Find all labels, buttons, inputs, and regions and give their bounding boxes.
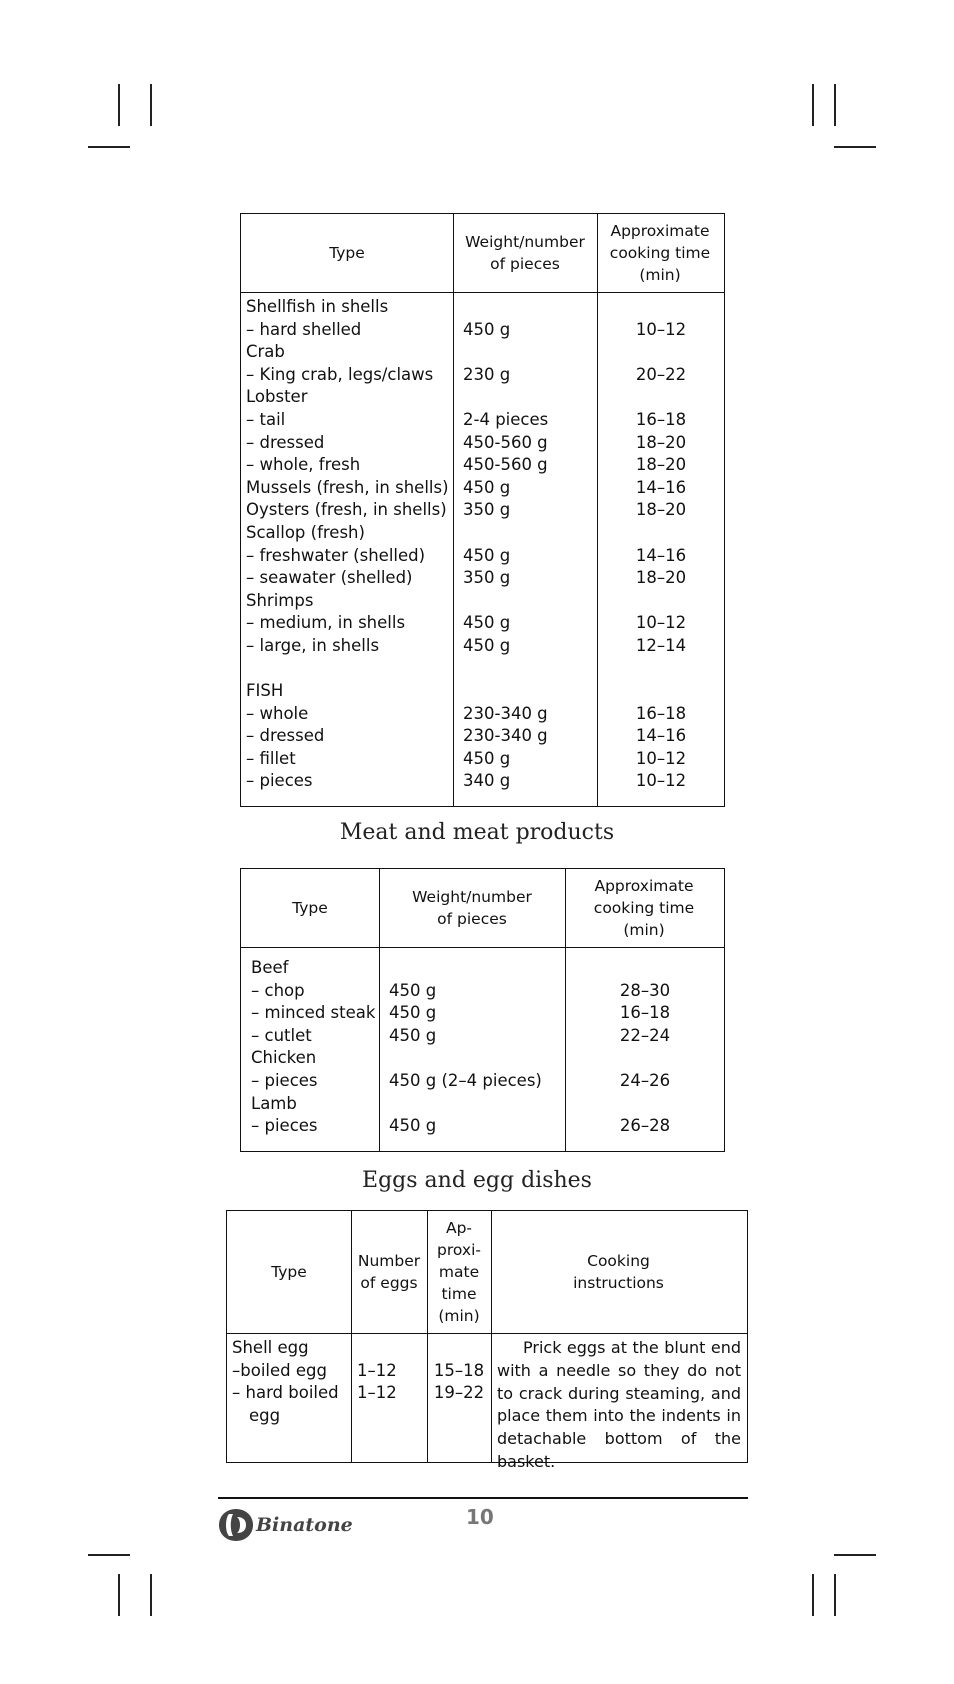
footer-rule xyxy=(218,1497,748,1499)
table-cell xyxy=(463,680,593,703)
table-cell: – whole xyxy=(246,703,309,723)
egg-time-line xyxy=(429,1337,489,1360)
egg-time-line: 15–18 xyxy=(433,1360,485,1380)
table-cell xyxy=(567,957,723,980)
table-cell: – whole, fresh xyxy=(246,455,361,475)
crop-mark xyxy=(88,1554,130,1556)
logo-mark-icon xyxy=(218,1508,254,1542)
section-title-eggs: Eggs and egg dishes xyxy=(362,1168,592,1193)
table-cell: 16–18 xyxy=(619,1003,671,1023)
table-cell: – medium, in shells xyxy=(246,613,406,633)
type-column xyxy=(246,296,451,793)
table-cell: – fillet xyxy=(246,748,296,768)
table-cell xyxy=(246,658,451,681)
time-column xyxy=(567,957,723,1138)
crop-mark xyxy=(812,1574,814,1616)
egg-time-column xyxy=(429,1337,489,1405)
crop-mark xyxy=(834,146,876,148)
crop-mark xyxy=(812,84,814,126)
table-cell xyxy=(463,658,593,681)
column-divider xyxy=(351,1211,352,1462)
table-cell: 450 g xyxy=(463,545,511,565)
header-time: Approximate cooking time (min) xyxy=(609,222,711,284)
crop-mark xyxy=(88,146,130,148)
table-cell xyxy=(463,296,593,319)
table-cell: Shellfish in shells xyxy=(246,297,389,316)
crop-mark xyxy=(834,1574,836,1616)
table-cell: – cutlet xyxy=(251,1025,312,1045)
table-cell: – dressed xyxy=(246,726,325,746)
table-cell: 18–20 xyxy=(635,568,687,588)
table-cell: 14–16 xyxy=(635,726,687,746)
table-cell: 450 g xyxy=(389,980,437,1000)
table-cell: 450 g xyxy=(463,477,511,497)
binatone-logo xyxy=(218,1508,358,1542)
table-cell xyxy=(389,1047,561,1070)
table-cell: – tail xyxy=(246,409,286,429)
egg-type-column xyxy=(232,1337,350,1427)
table-cell: – freshwater (shelled) xyxy=(246,545,426,565)
table-cell: – large, in shells xyxy=(246,635,380,655)
table-cell: 450 g xyxy=(463,635,511,655)
table-cell: 12–14 xyxy=(635,635,687,655)
cooking-instructions: Prick eggs at the blunt end with a needle so they do not to crack during steaming, and place them into the indents in detachable bottom of the basket. xyxy=(497,1338,741,1471)
table-cell: Lamb xyxy=(251,1093,297,1113)
crop-mark xyxy=(150,84,152,126)
table-cell: Beef xyxy=(251,958,289,977)
table-cell: Scallop (fresh) xyxy=(246,522,365,542)
table-cell xyxy=(463,522,593,545)
header-type: Type xyxy=(271,1263,307,1281)
header-time: Ap- proxi- mate time (min) xyxy=(437,1219,481,1325)
table-header xyxy=(241,214,724,293)
table-cell: 450 g (2–4 pieces) xyxy=(389,1070,542,1090)
section-title-meat: Meat and meat products xyxy=(339,820,615,845)
table-cell xyxy=(599,658,723,681)
table-cell xyxy=(599,296,723,319)
brand-name: Binatone xyxy=(256,1514,353,1536)
table-cell: Lobster xyxy=(246,387,308,407)
table-cell: 450 g xyxy=(389,1025,437,1045)
header-weight: Weight/number of pieces xyxy=(465,233,585,273)
table-cell: 24–26 xyxy=(619,1070,671,1090)
header-weight: Weight/number of pieces xyxy=(412,888,532,928)
table-cell xyxy=(389,1093,561,1116)
table-cell xyxy=(599,386,723,409)
meat-table xyxy=(240,868,725,1152)
table-cell: 16–18 xyxy=(635,703,687,723)
egg-number-line xyxy=(357,1337,423,1360)
table-cell: 450 g xyxy=(389,1003,437,1023)
table-cell: 450 g xyxy=(463,748,511,768)
table-cell: – pieces xyxy=(246,771,313,791)
type-column xyxy=(251,957,377,1138)
table-cell: 14–16 xyxy=(635,477,687,497)
table-cell: 450 g xyxy=(463,613,511,633)
table-cell: 16–18 xyxy=(635,409,687,429)
weight-column xyxy=(463,296,593,793)
table-cell: Chicken xyxy=(251,1048,317,1068)
table-cell: 18–20 xyxy=(635,455,687,475)
table-header xyxy=(241,869,724,948)
crop-mark xyxy=(118,84,120,126)
egg-number-line: 1–12 xyxy=(357,1360,397,1380)
table-cell: – King crab, legs/claws xyxy=(246,364,434,384)
egg-type-line: – hard boiled xyxy=(232,1383,339,1402)
column-divider xyxy=(597,214,598,806)
egg-type-line: Shell egg xyxy=(232,1338,309,1357)
header-number: Number of eggs xyxy=(357,1252,421,1292)
column-divider xyxy=(565,869,566,1151)
table-cell: 10–12 xyxy=(635,748,687,768)
table-cell: Oysters (fresh, in shells) xyxy=(246,500,447,520)
table-cell: 2-4 pieces xyxy=(463,409,549,429)
egg-type-line: –boiled egg xyxy=(232,1360,327,1380)
table-cell: Crab xyxy=(246,342,285,362)
egg-number-column xyxy=(357,1337,423,1405)
table-header xyxy=(227,1211,747,1334)
seafood-table xyxy=(240,213,725,807)
table-cell: 10–12 xyxy=(635,771,687,791)
table-cell: 20–22 xyxy=(635,364,687,384)
table-cell: 350 g xyxy=(463,568,511,588)
table-cell: 450-560 g xyxy=(463,432,548,452)
table-cell: 450 g xyxy=(389,1116,437,1136)
table-cell: Shrimps xyxy=(246,590,314,610)
table-cell: 18–20 xyxy=(635,500,687,520)
column-divider xyxy=(379,869,380,1151)
page-number: 10 xyxy=(466,1505,494,1529)
table-cell: – pieces xyxy=(251,1070,318,1090)
table-cell: 350 g xyxy=(463,500,511,520)
egg-type-line: egg xyxy=(249,1405,281,1425)
table-cell: FISH xyxy=(246,681,284,701)
table-cell xyxy=(463,341,593,364)
column-divider xyxy=(427,1211,428,1462)
crop-mark xyxy=(834,1554,876,1556)
header-type: Type xyxy=(292,899,328,917)
table-cell: 450 g xyxy=(463,319,511,339)
column-divider xyxy=(491,1211,492,1462)
table-cell: – dressed xyxy=(246,432,325,452)
header-type: Type xyxy=(329,244,365,262)
table-cell: 22–24 xyxy=(619,1025,671,1045)
egg-number-line: 1–12 xyxy=(357,1383,397,1402)
egg-time-line: 19–22 xyxy=(433,1383,485,1402)
table-cell: 340 g xyxy=(463,771,511,791)
table-cell xyxy=(567,1047,723,1070)
header-instructions: Cooking instructions xyxy=(573,1252,664,1292)
table-cell xyxy=(463,590,593,613)
table-cell: – pieces xyxy=(251,1116,318,1136)
table-cell xyxy=(599,590,723,613)
crop-mark xyxy=(150,1574,152,1616)
table-cell: – minced steak xyxy=(251,1003,376,1023)
table-cell: 450-560 g xyxy=(463,455,548,475)
table-cell: 18–20 xyxy=(635,432,687,452)
table-cell: Mussels (fresh, in shells) xyxy=(246,477,449,497)
table-cell: 10–12 xyxy=(635,613,687,633)
table-cell xyxy=(599,680,723,703)
header-time: Approximate cooking time (min) xyxy=(593,877,695,939)
eggs-table xyxy=(226,1210,748,1471)
table-cell: 230-340 g xyxy=(463,726,548,746)
table-cell: 10–12 xyxy=(635,319,687,339)
table-cell xyxy=(599,341,723,364)
table-cell: 14–16 xyxy=(635,545,687,565)
table-cell xyxy=(389,957,561,980)
table-cell: 230 g xyxy=(463,364,511,384)
crop-mark xyxy=(834,84,836,126)
table-cell: 28–30 xyxy=(619,980,671,1000)
table-cell: 26–28 xyxy=(619,1116,671,1136)
table-cell xyxy=(463,386,593,409)
column-divider xyxy=(453,214,454,806)
table-cell: 230-340 g xyxy=(463,703,548,723)
table-cell: – hard shelled xyxy=(246,319,362,339)
table-cell: – chop xyxy=(251,980,305,1000)
table-cell xyxy=(599,522,723,545)
crop-mark xyxy=(118,1574,120,1616)
time-column xyxy=(599,296,723,793)
table-cell: – seawater (shelled) xyxy=(246,568,413,588)
weight-column xyxy=(389,957,561,1138)
table-cell xyxy=(567,1093,723,1116)
